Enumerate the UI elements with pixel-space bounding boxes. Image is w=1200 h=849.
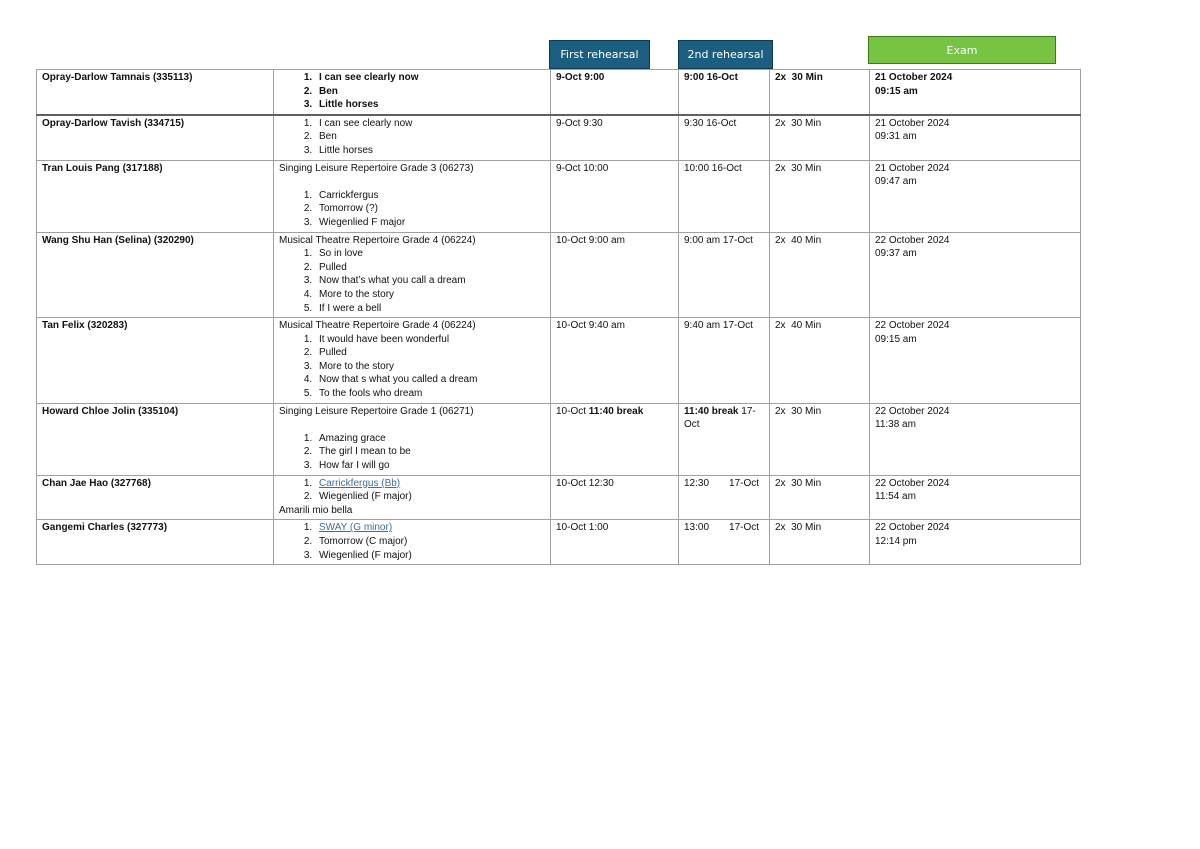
song-item: 3. Wiegenlied (F major): [315, 549, 545, 563]
first-rehearsal-cell: 9-Oct 9:30: [551, 115, 679, 160]
song-item: 2. Tomorrow (C major): [315, 535, 545, 549]
song-item: 5. To the fools who dream: [315, 387, 545, 401]
song-item: 3. How far I will go: [315, 459, 545, 473]
song-item: 3. Wiegenlied F major: [315, 216, 545, 230]
first-rehearsal-date: 10-Oct: [556, 405, 589, 417]
exam-cell: [870, 318, 1081, 404]
first-rehearsal-cell: 9-Oct 10:00: [551, 160, 679, 232]
song-item: 1. So in love: [315, 247, 545, 261]
exam-date: 22 October 2024: [875, 405, 950, 417]
duration-cell: 2x 30 Min: [770, 475, 870, 520]
first-rehearsal-cell: 10-Oct 12:30: [551, 475, 679, 520]
exam-date: 22 October 2024: [875, 522, 950, 534]
song-list: [279, 521, 545, 562]
student-name: Gangemi Charles (327773): [37, 520, 274, 565]
song-item: 3. Little horses: [315, 98, 545, 112]
exam-cell: [870, 232, 1081, 318]
first-rehearsal-cell: [551, 403, 679, 475]
repertoire-cell: [274, 115, 551, 160]
exam-date: 22 October 2024: [875, 320, 950, 332]
exam-cell: [870, 403, 1081, 475]
table-row: [37, 403, 1081, 475]
repertoire-cell: [274, 70, 551, 115]
second-rehearsal-cell: [679, 403, 770, 475]
song-list: [279, 71, 545, 112]
second-rehearsal-time: 12:30: [684, 477, 710, 489]
student-name: Opray-Darlow Tamnais (335113): [37, 70, 274, 115]
song-item: 2. Pulled: [315, 261, 545, 275]
song-item: 1. Carrickfergus: [315, 189, 545, 203]
song-item: 5. If I were a bell: [315, 302, 545, 316]
program-title: Musical Theatre Repertoire Grade 4 (06224): [279, 320, 476, 332]
table-row: [37, 160, 1081, 232]
table-row: [37, 70, 1081, 115]
student-name: Howard Chloe Jolin (335104): [37, 403, 274, 475]
second-rehearsal-cell: 9:40 am 17-Oct: [679, 318, 770, 404]
song-list: [279, 432, 545, 473]
exam-cell: [870, 70, 1081, 115]
duration-cell: 2x 30 Min: [770, 160, 870, 232]
student-name: Tan Felix (320283): [37, 318, 274, 404]
second-rehearsal-cell: 9:00 am 17-Oct: [679, 232, 770, 318]
second-rehearsal-cell: 10:00 16-Oct: [679, 160, 770, 232]
song-item: 4. Now that s what you called a dream: [315, 373, 545, 387]
repertoire-cell: [274, 475, 551, 520]
song-link[interactable]: SWAY (G minor): [319, 522, 393, 534]
song-item: 1. I can see clearly now: [315, 117, 545, 131]
song-item: 1. Amazing grace: [315, 432, 545, 446]
table-row: [37, 318, 1081, 404]
song-item: 2. Ben: [315, 130, 545, 144]
song-item[interactable]: [315, 477, 545, 491]
song-item: 3. More to the story: [315, 360, 545, 374]
repertoire-cell: [274, 403, 551, 475]
table-row: [37, 115, 1081, 160]
first-rehearsal-cell: 10-Oct 9:40 am: [551, 318, 679, 404]
song-item: 2. Wiegenlied (F major): [315, 490, 545, 504]
second-rehearsal-date: 17-Oct: [684, 405, 756, 431]
first-rehearsal-cell: 10-Oct 9:00 am: [551, 232, 679, 318]
song-link[interactable]: Carrickfergus (Bb): [319, 477, 401, 489]
exam-time: 09:47 am: [875, 176, 917, 188]
song-item: 2. Ben: [315, 85, 545, 99]
song-item: 2. Tomorrow (?): [315, 202, 545, 216]
song-item: 3. Little horses: [315, 144, 545, 158]
exam-time: 11:38 am: [875, 419, 916, 431]
table-row: [37, 475, 1081, 520]
student-name: Opray-Darlow Tavish (334715): [37, 115, 274, 160]
duration-cell: 2x 30 Min: [770, 520, 870, 565]
exam-time: 11:54 am: [875, 491, 916, 503]
exam-date: 21 October 2024: [875, 72, 953, 83]
song-list: [279, 189, 545, 230]
exam-cell: [870, 520, 1081, 565]
song-list: [279, 477, 545, 504]
exam-time: 09:37 am: [875, 248, 917, 260]
duration-cell: 2x 40 Min: [770, 232, 870, 318]
exam-date: 21 October 2024: [875, 162, 950, 174]
second-rehearsal-header: 2nd rehearsal: [678, 40, 773, 69]
repertoire-cell: [274, 318, 551, 404]
duration-cell: 2x 30 Min: [770, 70, 870, 115]
program-title: Singing Leisure Repertoire Grade 3 (06273): [279, 162, 474, 174]
student-name: Tran Louis Pang (317188): [37, 160, 274, 232]
repertoire-cell: [274, 520, 551, 565]
first-rehearsal-cell: 10-Oct 1:00: [551, 520, 679, 565]
repertoire-cell: [274, 160, 551, 232]
exam-time: 09:15 am: [875, 333, 917, 345]
student-name: Wang Shu Han (Selina) (320290): [37, 232, 274, 318]
exam-time: 12:14 pm: [875, 536, 917, 547]
second-rehearsal-cell: [679, 475, 770, 520]
duration-cell: 2x 30 Min: [770, 115, 870, 160]
exam-cell: [870, 475, 1081, 520]
first-rehearsal-cell: 9-Oct 9:00: [551, 70, 679, 115]
exam-cell: [870, 160, 1081, 232]
song-list: [279, 117, 545, 158]
program-title: Musical Theatre Repertoire Grade 4 (06224): [279, 234, 476, 246]
song-list: [279, 247, 545, 315]
schedule-table: [36, 69, 1081, 565]
exam-date: 21 October 2024: [875, 117, 950, 129]
second-rehearsal-time: 13:00: [684, 522, 710, 534]
song-item[interactable]: [315, 521, 545, 535]
exam-time: 09:31 am: [875, 131, 917, 143]
duration-cell: 2x 30 Min: [770, 403, 870, 475]
second-rehearsal-cell: 9:00 16-Oct: [679, 70, 770, 115]
song-item: 1. It would have been wonderful: [315, 333, 545, 347]
song-list: [279, 333, 545, 401]
exam-cell: [870, 115, 1081, 160]
exam-date: 22 October 2024: [875, 234, 950, 246]
program-title: Singing Leisure Repertoire Grade 1 (06271): [279, 405, 474, 417]
second-rehearsal-date: 17-Oct: [729, 477, 760, 489]
first-rehearsal-header: First rehearsal: [549, 40, 650, 69]
second-rehearsal-date: 17-Oct: [729, 522, 760, 534]
extra-song: Amarili mio bella: [279, 504, 353, 516]
exam-header: Exam: [868, 36, 1056, 64]
table-row: [37, 520, 1081, 565]
first-rehearsal-break: 11:40 break: [588, 405, 644, 417]
song-item: 1. I can see clearly now: [315, 71, 545, 85]
song-item: 4. More to the story: [315, 288, 545, 302]
second-rehearsal-cell: [679, 520, 770, 565]
song-item: 3. Now that’s what you call a dream: [315, 274, 545, 288]
second-rehearsal-cell: 9:30 16-Oct: [679, 115, 770, 160]
table-row: [37, 232, 1081, 318]
song-item: 2. The girl I mean to be: [315, 445, 545, 459]
student-name: Chan Jae Hao (327768): [37, 475, 274, 520]
song-item: 2. Pulled: [315, 346, 545, 360]
exam-time: 09:15 am: [875, 85, 918, 97]
exam-date: 22 October 2024: [875, 477, 950, 489]
duration-cell: 2x 40 Min: [770, 318, 870, 404]
repertoire-cell: [274, 232, 551, 318]
second-rehearsal-break: 11:40 break: [684, 405, 739, 417]
